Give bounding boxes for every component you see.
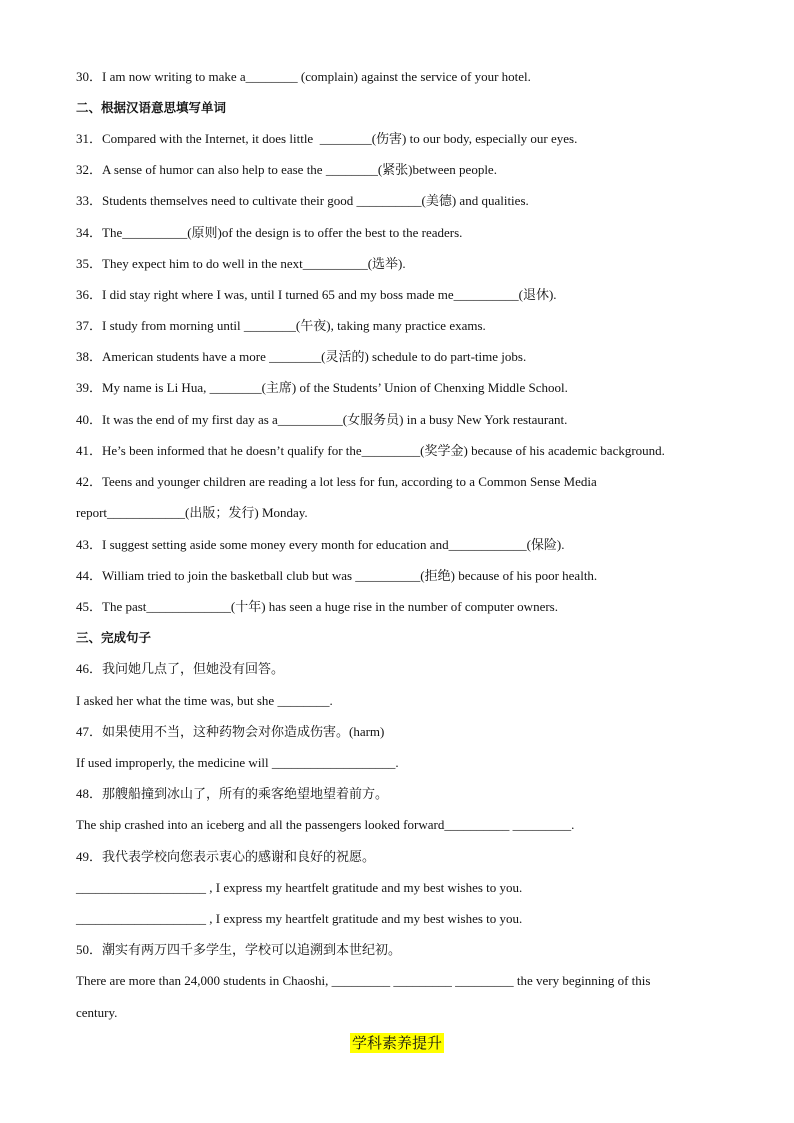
question-line: 36．I did stay right where I was, until I turned 65 and my boss made me__________(退休). <box>76 287 557 302</box>
question-line: 46．我问她几点了，但她没有回答。 <box>76 661 285 676</box>
question-line: There are more than 24,000 students in Chaoshi, _________ _________ _________ the very beginning of this <box>76 973 651 988</box>
question-line: 34．The__________(原则)of the design is to offer the best to the readers. <box>76 225 463 240</box>
question-line: If used improperly, the medicine will ___________________. <box>76 755 399 770</box>
question-line: 38．American students have a more ________(灵活的) schedule to do part-time jobs. <box>76 349 527 364</box>
question-line: 33．Students themselves need to cultivate their good __________(美德) and qualities. <box>76 193 529 208</box>
question-line: ____________________ , I express my heartfelt gratitude and my best wishes to you. <box>76 911 523 926</box>
question-line: 39．My name is Li Hua, ________(主席) of the Students’ Union of Chenxing Middle School. <box>76 380 568 395</box>
question-line: 35．They expect him to do well in the next__________(选举). <box>76 256 406 271</box>
question-line: ____________________ , I express my heartfelt gratitude and my best wishes to you. <box>76 880 523 895</box>
question-line: 37．I study from morning until ________(午夜), taking many practice exams. <box>76 318 486 333</box>
question-line: report____________(出版；发行) Monday. <box>76 505 308 520</box>
question-line: 45．The past_____________(十年) has seen a huge rise in the number of computer owners. <box>76 599 558 614</box>
question-line: 43．I suggest setting aside some money every month for education and____________(保险). <box>76 537 565 552</box>
question-line: 31．Compared with the Internet, it does little ________(伤害) to our body, especially our eyes. <box>76 131 578 146</box>
question-line: I asked her what the time was, but she ________. <box>76 693 333 708</box>
question-line: 48．那艘船撞到冰山了，所有的乘客绝望地望着前方。 <box>76 786 389 801</box>
question-line: 42．Teens and younger children are reading a lot less for fun, according to a Common Sense Media <box>76 474 597 489</box>
footer <box>0 1032 794 1053</box>
section-heading: 三、完成句子 <box>76 630 152 645</box>
question-line: 47．如果使用不当，这种药物会对你造成伤害。(harm) <box>76 724 385 739</box>
question-line: The ship crashed into an iceberg and all the passengers looked forward__________ _________. <box>76 817 575 832</box>
question-line: 41．He’s been informed that he doesn’t qualify for the_________(奖学金) because of his academic background. <box>76 443 665 458</box>
question-line: 32．A sense of humor can also help to ease the ________(紧张)between people. <box>76 162 497 177</box>
question-line: 49．我代表学校向您表示衷心的感谢和良好的祝愿。 <box>76 849 376 864</box>
section-banner-label: 学科素养提升 <box>351 1034 442 1052</box>
question-line: century. <box>76 1005 118 1020</box>
question-line: 50．潮实有两万四千多学生，学校可以追溯到本世纪初。 <box>76 942 402 957</box>
question-line: 40．It was the end of my first day as a__________(女服务员) in a busy New York restaurant. <box>76 412 568 427</box>
question-line: 30．I am now writing to make a________ (complain) against the service of your hotel. <box>76 69 531 84</box>
section-heading: 二、根据汉语意思填写单词 <box>76 100 227 115</box>
question-line: 44．William tried to join the basketball club but was __________(拒绝) because of his poor health. <box>76 568 598 583</box>
